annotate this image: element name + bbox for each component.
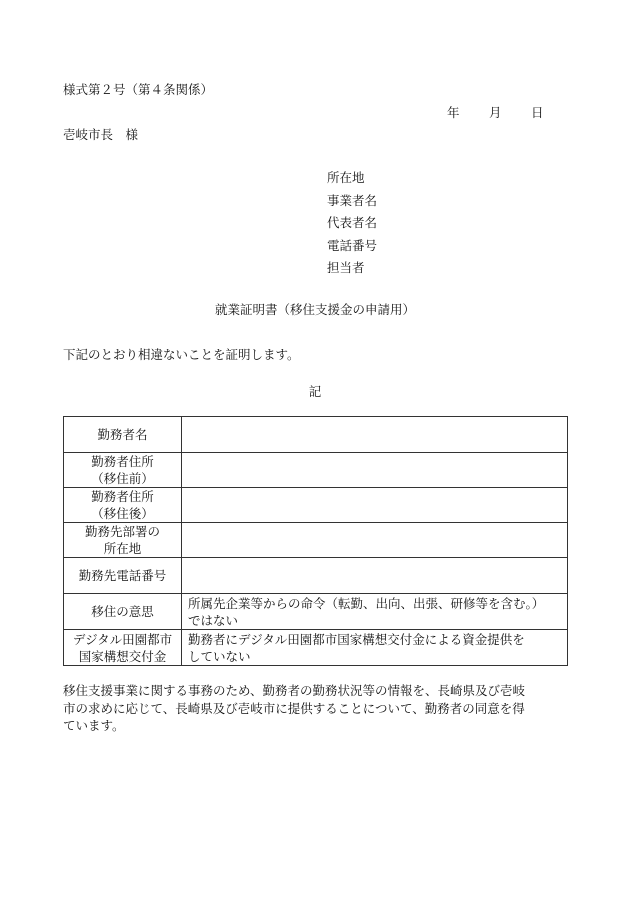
- row-label: [64, 453, 182, 488]
- address-after-field[interactable]: [182, 488, 568, 523]
- table-row: [64, 630, 568, 666]
- workplace-phone-field[interactable]: [182, 558, 568, 594]
- document-title: 就業証明書（移住支援金の申請用）: [214, 302, 415, 317]
- form-number: 様式第２号（第４条関係）: [63, 82, 214, 97]
- label-line: 勤務者住所: [91, 454, 154, 469]
- consent-line: ています。: [63, 718, 125, 733]
- row-label: [64, 417, 182, 453]
- label-line: デジタル田園都市: [72, 631, 173, 647]
- table-row: [64, 453, 568, 488]
- applicant-field-address: 所在地: [327, 170, 365, 185]
- label-line: （移住後）: [91, 506, 154, 521]
- value-line: 所属先企業等からの命令（転勤、出向、出張、研修等を含む。）: [188, 595, 545, 611]
- value-line: していない: [188, 648, 251, 664]
- consent-line: 市の求めに応じて、長崎県及び壱岐市に提供することについて、勤務者の同意を得: [63, 700, 525, 716]
- row-label: [64, 523, 182, 558]
- applicant-block: [327, 170, 377, 283]
- row-label: [64, 594, 182, 630]
- addressee: 壱岐市長 様: [63, 127, 139, 142]
- label-line: 勤務先電話番号: [78, 568, 167, 583]
- applicant-field-phone: 電話番号: [327, 237, 378, 253]
- digital-grant-value: [182, 630, 568, 666]
- label-line: 移住の意思: [91, 604, 154, 619]
- intro-statement: 下記のとおり相違ないことを証明します。: [63, 347, 300, 362]
- value-line: 勤務者にデジタル田園都市国家構想交付金による資金提供を: [188, 631, 525, 647]
- address-before-field[interactable]: [182, 453, 568, 488]
- department-location-field[interactable]: [182, 523, 568, 558]
- label-line: 勤務先部署の: [84, 524, 160, 539]
- label-line: 勤務者名: [97, 427, 148, 442]
- label-line: 勤務者住所: [91, 489, 154, 504]
- applicant-field-contact-person: 担当者: [327, 260, 365, 275]
- row-label: [64, 630, 182, 666]
- date-year-label: 年: [447, 105, 460, 120]
- certificate-table: [63, 416, 568, 666]
- row-label: [64, 488, 182, 523]
- table-row: [64, 417, 568, 453]
- date-month-label: 月: [489, 105, 502, 120]
- ki-heading: 記: [308, 384, 322, 399]
- label-line: 所在地: [103, 541, 142, 556]
- date-day-label: 日: [531, 105, 544, 120]
- worker-name-field[interactable]: [182, 417, 568, 453]
- table-row: [64, 558, 568, 594]
- table-row: [64, 488, 568, 523]
- table-row: [64, 523, 568, 558]
- consent-line: 移住支援事業に関する事務のため、勤務者の勤務状況等の情報を、長崎県及び壱岐: [63, 683, 526, 698]
- applicant-field-representative: 代表者名: [327, 215, 378, 230]
- table-row: [64, 594, 568, 630]
- row-label: [64, 558, 182, 594]
- label-line: （移住前）: [91, 471, 154, 486]
- consent-paragraph: [63, 682, 568, 735]
- value-line: ではない: [188, 612, 239, 628]
- relocation-intent-value: [182, 594, 568, 630]
- label-line: 国家構想交付金: [78, 648, 167, 664]
- applicant-field-business-name: 事業者名: [327, 192, 378, 208]
